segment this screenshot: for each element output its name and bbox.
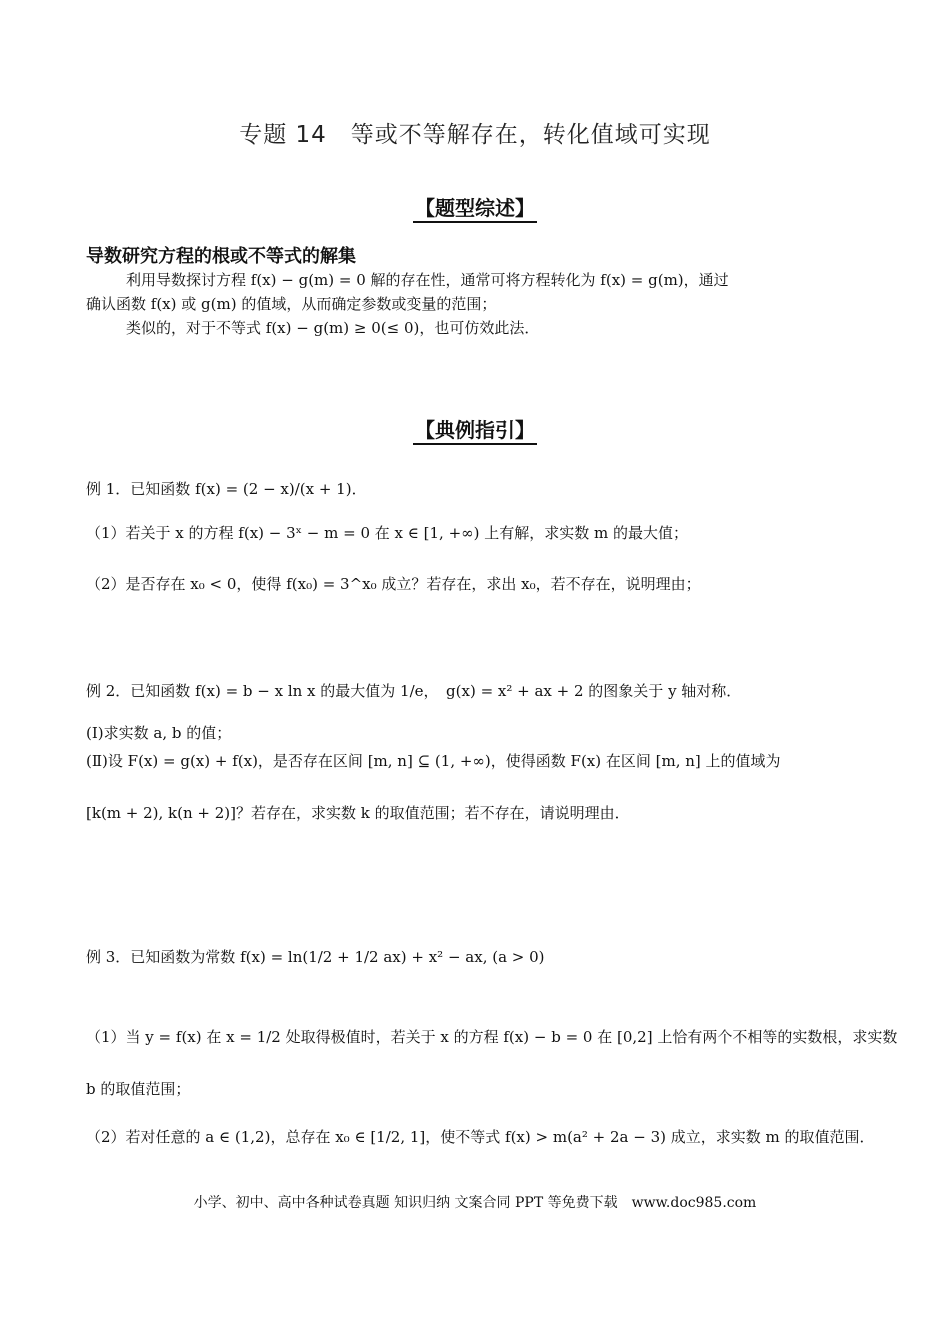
page-title: 专题 14 等或不等解存在，转化值域可实现 bbox=[239, 122, 711, 148]
example2-question2-cont: [k(m + 2), k(n + 2)]？若存在，求实数 k 的取值范围；若不存在，请说明理由． bbox=[86, 804, 630, 822]
example2-question2: (Ⅱ)设 F(x) = g(x) + f(x)，是否存在区间 [m, n] ⊆ (1, +∞)，使得函数 F(x) 在区间 [m, n] 上的值域为 bbox=[86, 752, 781, 770]
overview-paragraph-line3: 类似的，对于不等式 f(x) − g(m) ≥ 0(≤ 0)，也可仿效此法． bbox=[126, 319, 540, 337]
example2-stem: 例 2．已知函数 f(x) = b − x ln x 的最大值为 1/e， g(x) = x² + ax + 2 的图象关于 y 轴对称． bbox=[86, 682, 742, 700]
section-heading-overview bbox=[0, 192, 950, 221]
example3-question1: （1）当 y = f(x) 在 x = 1/2 处取得极值时，若关于 x 的方程 f(x) − b = 0 在 [0,2] 上恰有两个不相等的实数根，求实数 bbox=[86, 1028, 898, 1046]
example3-stem: 例 3．已知函数为常数 f(x) = ln(1/2 + 1/2 ax) + x² − ax, (a > 0) bbox=[86, 948, 545, 966]
section-heading-examples bbox=[0, 414, 950, 443]
section-heading-examples-text: 【典例指引】 bbox=[413, 418, 537, 445]
example2-question1: (Ⅰ)求实数 a, b 的值； bbox=[86, 724, 232, 742]
subheading: 导数研究方程的根或不等式的解集 bbox=[86, 246, 356, 267]
overview-paragraph-line2: 确认函数 f(x) 或 g(m) 的值域，从而确定参数或变量的范围； bbox=[86, 295, 497, 313]
overview-paragraph-line1: 利用导数探讨方程 f(x) − g(m) = 0 解的存在性，通常可将方程转化为 f(x) = g(m)，通过 bbox=[126, 271, 729, 289]
section-heading-overview-text: 【题型综述】 bbox=[413, 196, 537, 223]
example3-question1-cont: b 的取值范围； bbox=[86, 1080, 191, 1098]
example3-question2: （2）若对任意的 a ∈ (1,2)，总存在 x₀ ∈ [1/2, 1]，使不等式 f(x) > m(a² + 2a − 3) 成立，求实数 m 的取值范围． bbox=[86, 1128, 875, 1146]
footer-text: 小学、初中、高中各种试卷真题 知识归纳 文案合同 PPT 等免费下载 www.doc985.com bbox=[193, 1195, 757, 1211]
example1-stem: 例 1．已知函数 f(x) = (2 − x)/(x + 1)． bbox=[86, 480, 367, 498]
example1-question2: （2）是否存在 x₀ < 0，使得 f(x₀) = 3^x₀ 成立？若存在，求出 x₀，若不存在，说明理由； bbox=[86, 575, 701, 593]
example1-question1: （1）若关于 x 的方程 f(x) − 3ˣ − m = 0 在 x ∈ [1, +∞) 上有解，求实数 m 的最大值； bbox=[86, 524, 689, 542]
